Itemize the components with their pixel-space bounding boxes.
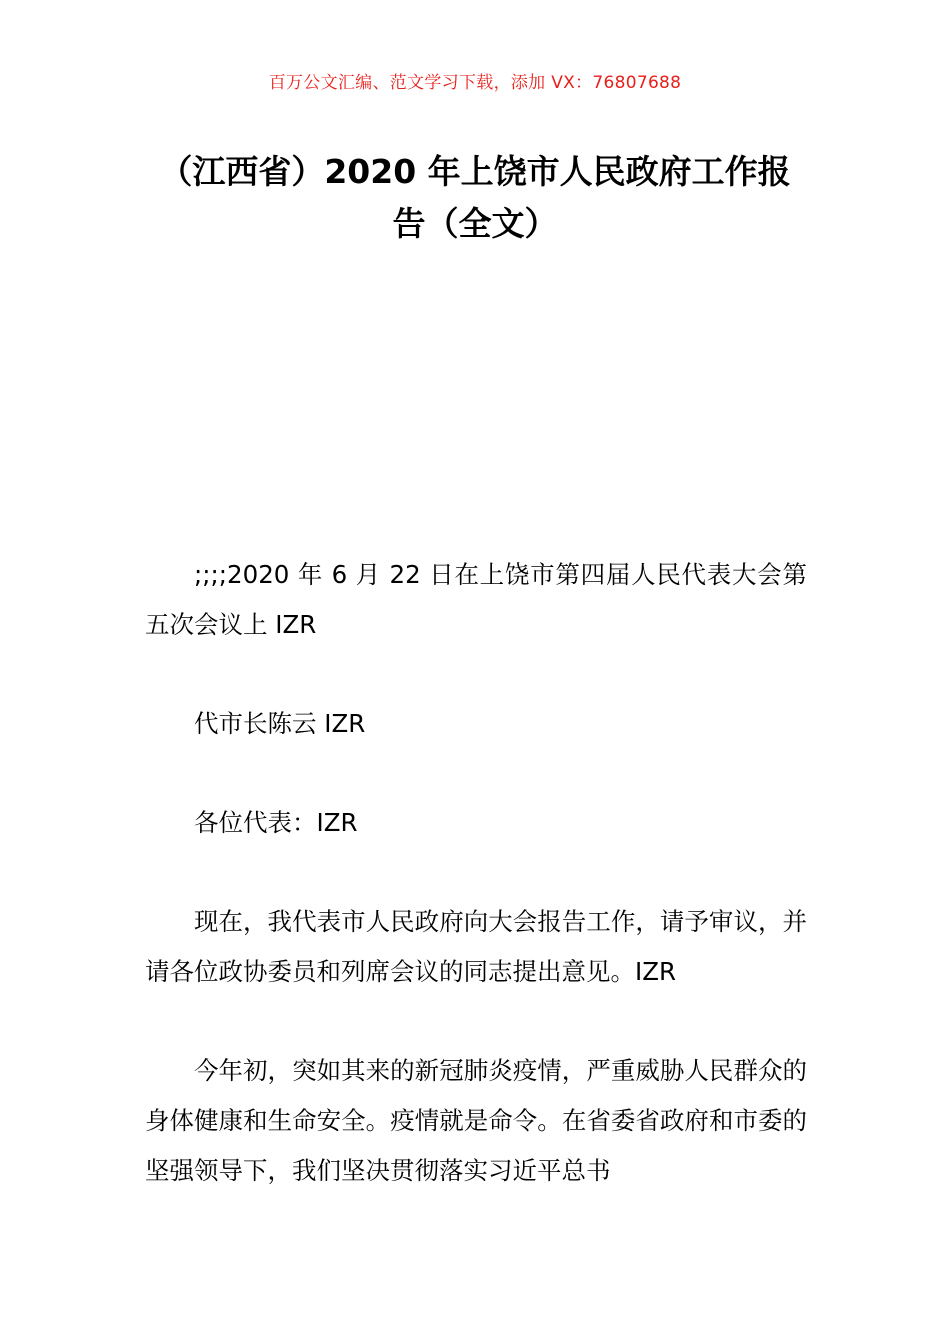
paragraph-meeting-info: ;;;;2020 年 6 月 22 日在上饶市第四届人民代表大会第五次会议上 IZR <box>145 560 807 639</box>
document-body <box>145 550 807 1245</box>
watermark-header-note: 百万公文汇编、范文学习下载，添加 VX：76807688 <box>268 73 682 93</box>
paragraph-speaker: 代市长陈云 IZR <box>194 709 366 738</box>
title-line-1: （江西省）2020 年上饶市人民政府工作报 <box>159 152 791 191</box>
paragraph-epidemic: 今年初，突如其来的新冠肺炎疫情，严重威胁人民群众的身体健康和生命安全。疫情就是命令。在省委省政府和市委的坚强领导下，我们坚决贯彻落实习近平总书 <box>145 1056 807 1185</box>
paragraph-salutation: 各位代表：IZR <box>194 808 358 837</box>
title-line-2: 告（全文） <box>392 204 558 243</box>
paragraph-intro: 现在，我代表市人民政府向大会报告工作，请予审议，并请各位政协委员和列席会议的同志提出意见。IZR <box>145 907 807 986</box>
document-title <box>130 146 820 250</box>
